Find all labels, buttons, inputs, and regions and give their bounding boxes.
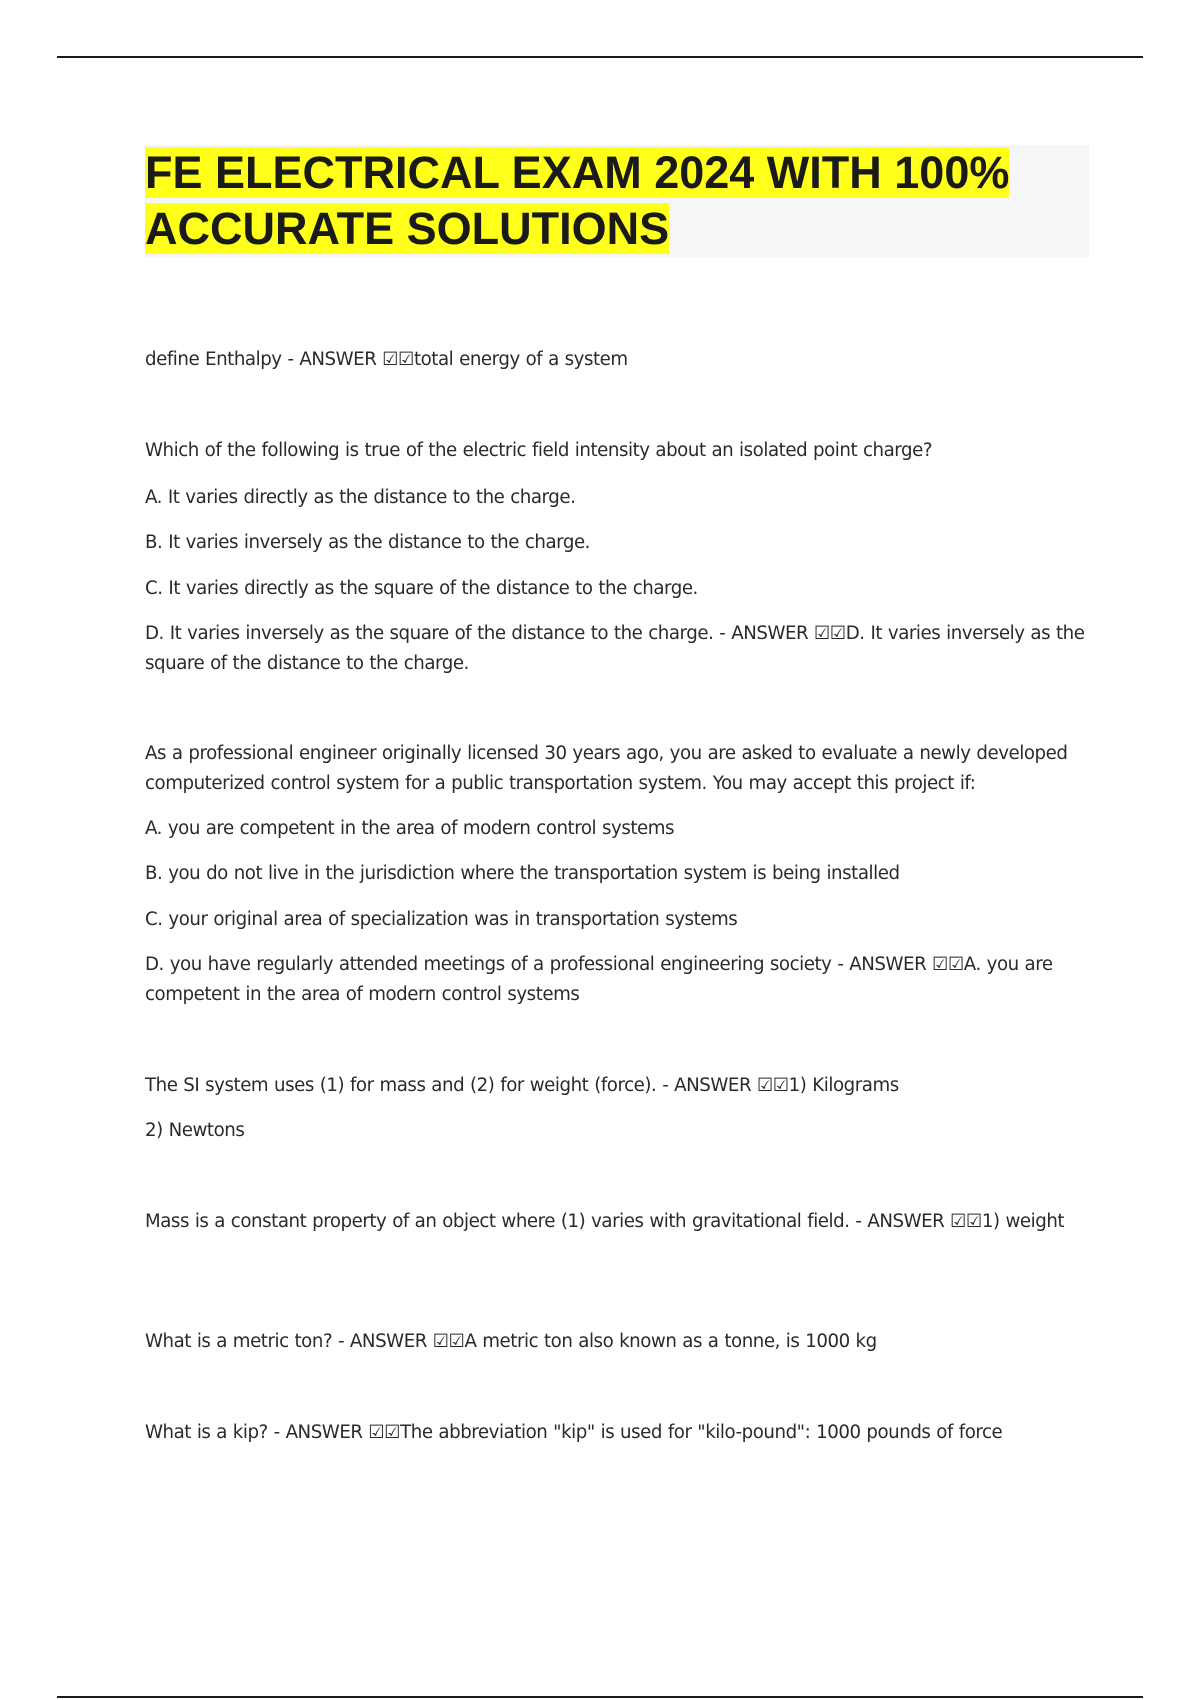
document-title bbox=[145, 145, 1089, 257]
question-2-option-a: A. It varies directly as the distance to the charge. bbox=[145, 487, 576, 508]
question-3-option-a: A. you are competent in the area of modern control systems bbox=[145, 818, 675, 839]
question-2-option-d-answer: D. It varies inversely as the square of the distance to the charge. - ANSWER ☑☑D. It varies inversely as the square of the distance to the charge. bbox=[145, 623, 1085, 674]
question-7-line-1: What is a kip? - ANSWER ☑☑The abbreviation "kip" is used for "kilo-pound": 1000 pounds of force bbox=[145, 1422, 1003, 1443]
bottom-rule bbox=[57, 1696, 1143, 1698]
question-6-line-1: What is a metric ton? - ANSWER ☑☑A metric ton also known as a tonne, is 1000 kg bbox=[145, 1331, 877, 1352]
question-3-stem: As a professional engineer originally licensed 30 years ago, you are asked to evaluate a newly developed computerized control system for a public transportation system. You may accept this project if: bbox=[145, 743, 1068, 794]
question-2-option-c: C. It varies directly as the square of the distance to the charge. bbox=[145, 578, 698, 599]
question-4-line-1: The SI system uses (1) for mass and (2) for weight (force). - ANSWER ☑☑1) Kilograms bbox=[145, 1075, 899, 1096]
question-2-option-b: B. It varies inversely as the distance to the charge. bbox=[145, 532, 591, 553]
question-1-line-1: define Enthalpy - ANSWER ☑☑total energy of a system bbox=[145, 349, 628, 370]
question-2-stem: Which of the following is true of the electric field intensity about an isolated point charge? bbox=[145, 440, 933, 461]
question-3-option-b: B. you do not live in the jurisdiction where the transportation system is being installed bbox=[145, 863, 900, 884]
question-5-line-1: Mass is a constant property of an object where (1) varies with gravitational field. - ANSWER ☑☑1) weight bbox=[145, 1211, 1065, 1232]
question-3-option-c: C. your original area of specialization was in transportation systems bbox=[145, 909, 738, 930]
top-rule bbox=[57, 56, 1143, 58]
question-4-line-2: 2) Newtons bbox=[145, 1120, 245, 1141]
question-3-option-d-answer: D. you have regularly attended meetings of a professional engineering society - ANSWER ☑☑A. you are competent in the area of modern control systems bbox=[145, 954, 1053, 1005]
title-highlight: FE ELECTRICAL EXAM 2024 WITH 100% ACCURATE SOLUTIONS bbox=[145, 147, 1010, 254]
